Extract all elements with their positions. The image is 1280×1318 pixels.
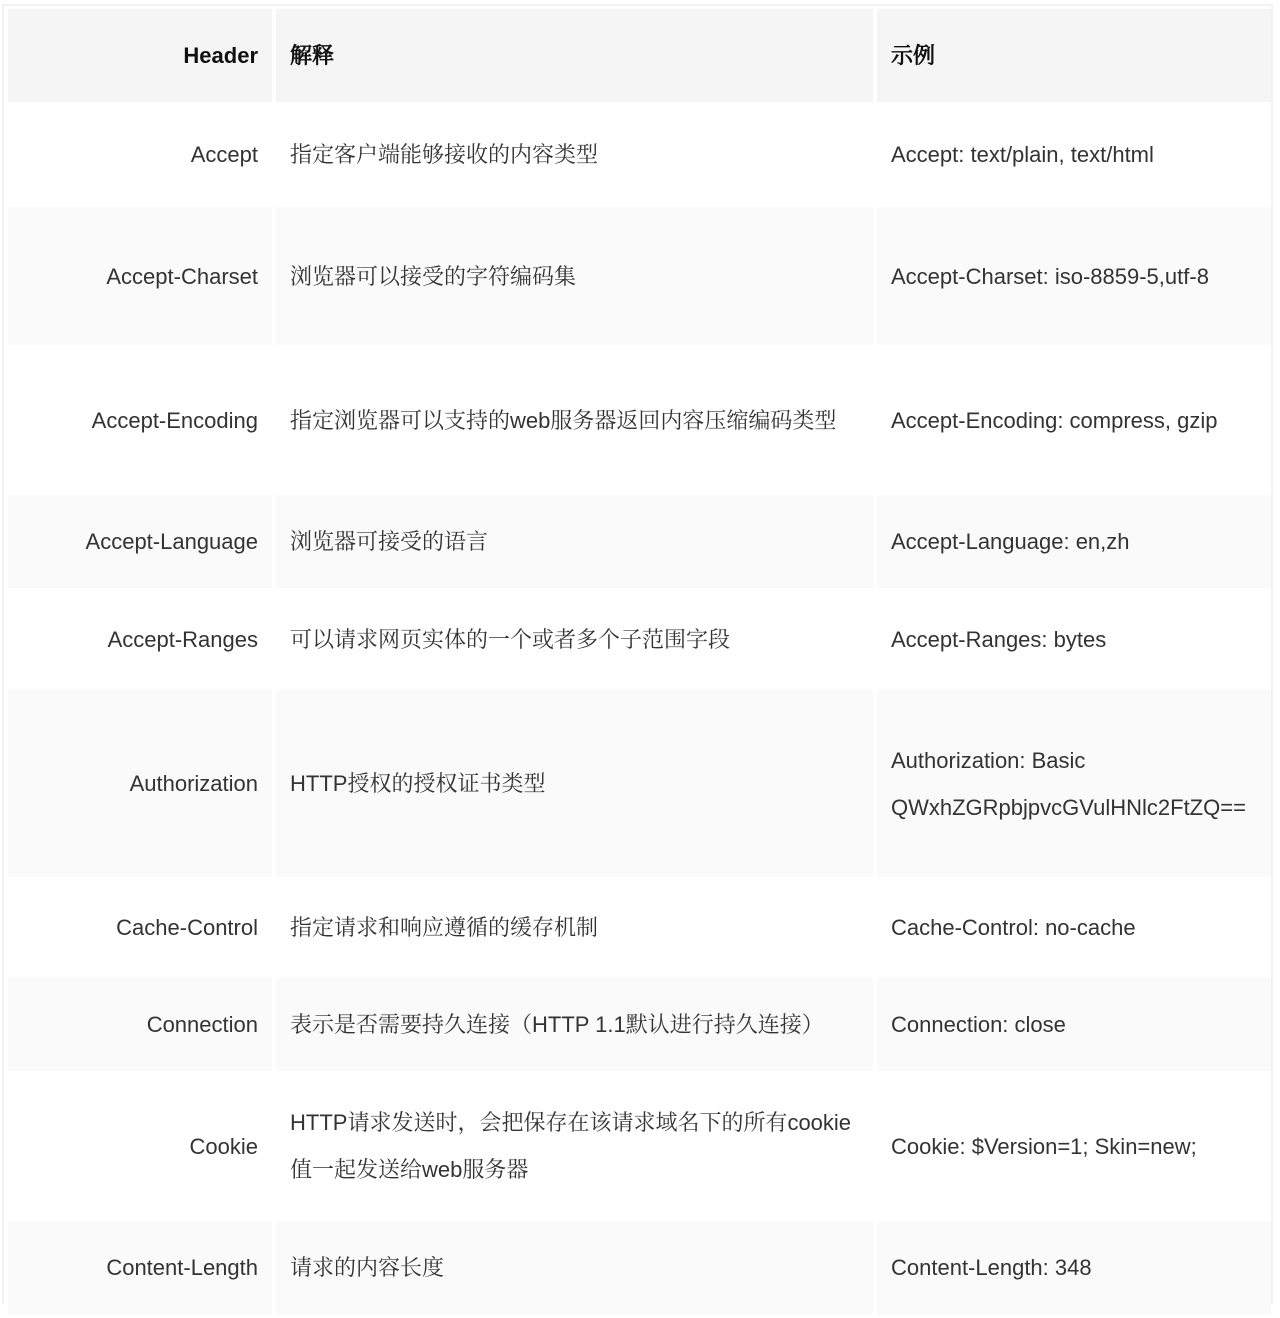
header-name-cell: Accept-Encoding: [8, 349, 272, 491]
header-name-cell: Cookie: [8, 1075, 272, 1217]
example-cell: Accept-Language: en,zh: [877, 495, 1271, 588]
description-cell: 指定浏览器可以支持的web服务器返回内容压缩编码类型: [276, 349, 873, 491]
table-row: [8, 592, 1271, 686]
example-cell: Cookie: $Version=1; Skin=new;: [877, 1075, 1271, 1217]
description-cell: HTTP请求发送时，会把保存在该请求域名下的所有cookie值一起发送给web服务器: [276, 1075, 873, 1217]
column-header-example: 示例: [877, 9, 1271, 102]
description-cell: 指定客户端能够接收的内容类型: [276, 106, 873, 203]
column-header-description: 解释: [276, 9, 873, 102]
description-cell: 表示是否需要持久连接（HTTP 1.1默认进行持久连接）: [276, 978, 873, 1071]
header-name-cell: Cache-Control: [8, 881, 272, 974]
table-row: [8, 1075, 1271, 1217]
description-cell: 可以请求网页实体的一个或者多个子范围字段: [276, 592, 873, 686]
table-row: [8, 495, 1271, 588]
example-cell: Content-Length: 348: [877, 1221, 1271, 1314]
table-row: [8, 978, 1271, 1071]
http-headers-table: [4, 5, 1275, 1318]
header-name-cell: Connection: [8, 978, 272, 1071]
table-row: [8, 106, 1271, 203]
table-row: [8, 1221, 1271, 1314]
table-row: [8, 881, 1271, 974]
example-cell: Accept-Ranges: bytes: [877, 592, 1271, 686]
table-header-row: [8, 9, 1271, 102]
example-cell: Accept: text/plain, text/html: [877, 106, 1271, 203]
table-row: [8, 349, 1271, 491]
description-cell: 请求的内容长度: [276, 1221, 873, 1314]
column-header-header: Header: [8, 9, 272, 102]
description-cell: 浏览器可以接受的字符编码集: [276, 207, 873, 345]
example-cell: Authorization: Basic QWxhZGRpbjpvcGVulHNlc2FtZQ==: [877, 690, 1271, 877]
example-cell: Connection: close: [877, 978, 1271, 1071]
header-name-cell: Accept-Language: [8, 495, 272, 588]
example-cell: Accept-Charset: iso-8859-5,utf-8: [877, 207, 1271, 345]
header-name-cell: Content-Length: [8, 1221, 272, 1314]
header-name-cell: Accept-Charset: [8, 207, 272, 345]
example-cell: Cache-Control: no-cache: [877, 881, 1271, 974]
header-name-cell: Accept: [8, 106, 272, 203]
header-name-cell: Accept-Ranges: [8, 592, 272, 686]
description-cell: 浏览器可接受的语言: [276, 495, 873, 588]
description-cell: 指定请求和响应遵循的缓存机制: [276, 881, 873, 974]
description-cell: HTTP授权的授权证书类型: [276, 690, 873, 877]
header-name-cell: Authorization: [8, 690, 272, 877]
http-headers-table-container: [2, 4, 1273, 1304]
example-cell: Accept-Encoding: compress, gzip: [877, 349, 1271, 491]
table-row: [8, 690, 1271, 877]
table-row: [8, 207, 1271, 345]
